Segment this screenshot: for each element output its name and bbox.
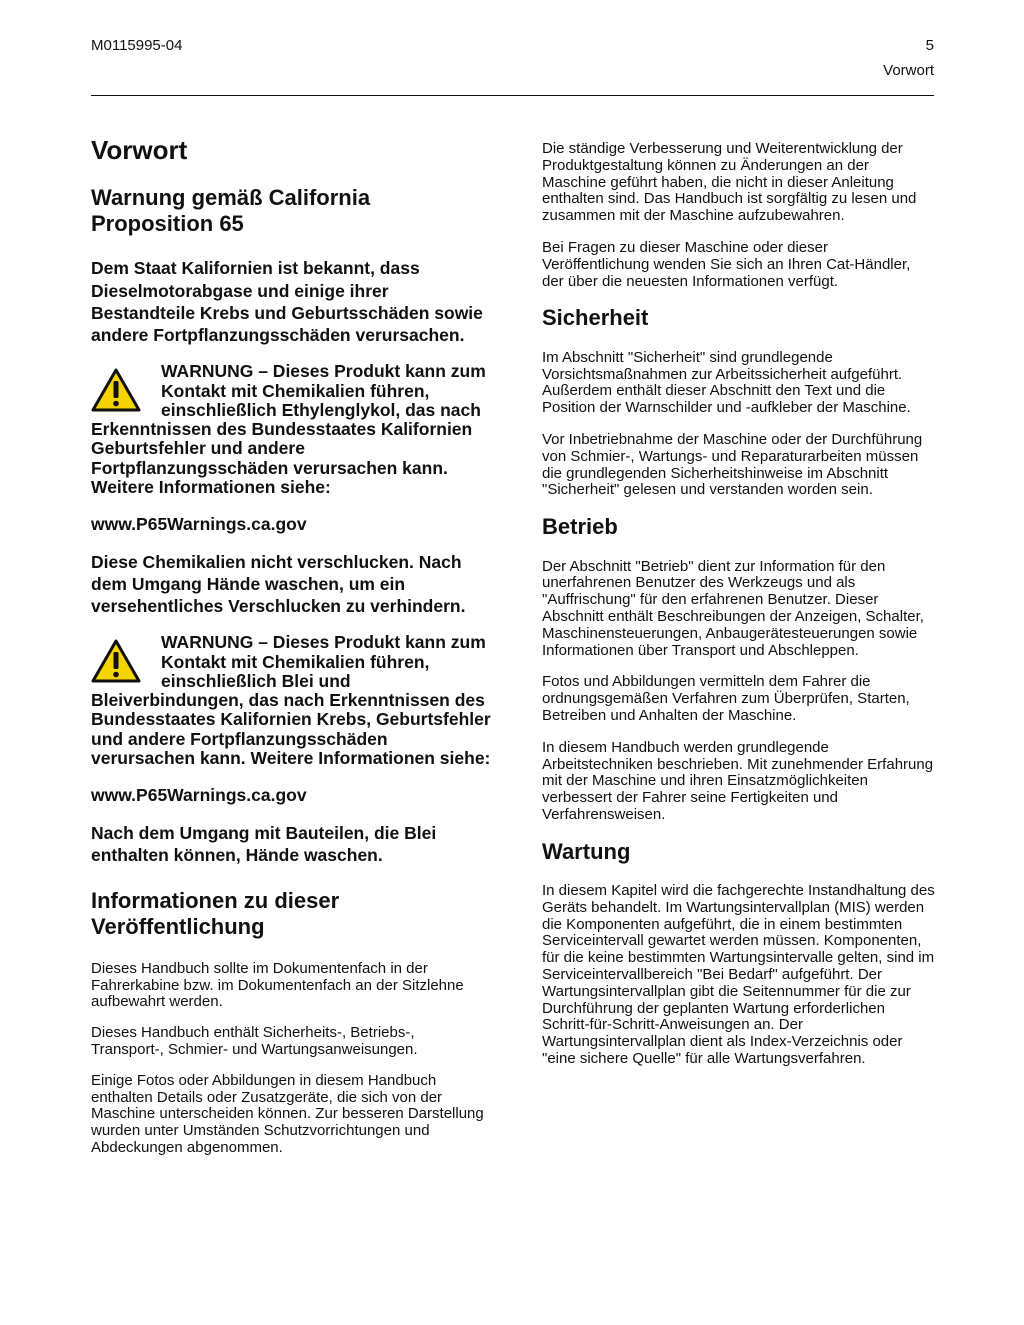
body-paragraph: In diesem Kapitel wird die fachgerechte Instandhaltung des Geräts behandelt. Im Wartungsintervallplan (MIS) werden die Komponenten aufgeführt, die in einem bestimmten Serviceintervall gewartet werden müssen. Komponenten, für die keine bestimmten Wartungsintervalle gelten, sind im Serviceintervallbereich "Bei Bedarf" aufgeführt. Der Wartungsintervallplan gibt die Seitennummer für die zur Durchführung der geplanten Wartung erforderlichen Schritt-für-Schritt-Anweisungen an. Der Wartungsintervallplan dient als Index-Verzeichnis oder "eine sichere Quelle" für alle Wartungsverfahren. xyxy=(542,882,935,1068)
prop65-heading: Warnung gemäß California Proposition 65 xyxy=(91,184,371,236)
prop65-statement: Dem Staat Kalifornien ist bekannt, dass Dieselmotorabgase und einige ihrer Bestandteile Krebs und Geburtsschäden sowie andere Fortpflanzungsschäden verursachen. xyxy=(91,258,483,346)
page-number: 5 xyxy=(925,37,934,54)
left-column xyxy=(91,126,491,1171)
operation-heading: Betrieb xyxy=(542,514,618,540)
running-head: Vorwort xyxy=(883,62,934,79)
warning-triangle-icon xyxy=(91,368,141,412)
document-id: M0115995-04 xyxy=(91,37,183,54)
body-paragraph: Dieses Handbuch sollte im Dokumentenfach in der Fahrerkabine bzw. im Dokumentenfach an der Sitzlehne aufbewahrt werden. xyxy=(91,959,464,1011)
p65-link[interactable]: www.P65Warnings.ca.gov xyxy=(91,785,307,805)
warning-text: WARNUNG – Dieses Produkt kann zum Kontakt mit Chemikalien führen, einschließlich Blei und Bleiverbindungen, das nach Erkenntnissen des Bundesstaates Kalifornien Krebs, Geburtsfehler und andere Fortpflanzungsschäden verursachen kann. Weitere Informationen siehe: xyxy=(91,632,491,768)
header-rule xyxy=(91,95,934,96)
body-paragraph: Der Abschnitt "Betrieb" dient zur Information für den unerfahrenen Benutzer des Werkzeugs und als "Auffrischung" für den erfahrenen Benutzer. Dieser Abschnitt enthält Beschreibungen der Anzeigen, Schalter, Maschinensteuerungen, Anbaugerätesteuerungen sowie Informationen über Transport und Abschleppen. xyxy=(542,557,924,659)
body-paragraph: Die ständige Verbesserung und Weiterentwicklung der Produktgestaltung können zu Änderungen an der Maschine geführt haben, die nicht in dieser Anleitung enthalten sind. Das Handbuch ist sorgfältig zu lesen und zusammen mit der Maschine aufzubewahren. xyxy=(542,140,917,225)
maintenance-heading: Wartung xyxy=(542,838,631,864)
body-paragraph: Im Abschnitt "Sicherheit" sind grundlegende Vorsichtsmaßnahmen zur Arbeitssicherheit aufgeführt. Außerdem enthält dieser Abschnitt den Text und die Position der Warnschilder und -aufkleber der Maschine. xyxy=(542,348,911,417)
warning-advice: Nach dem Umgang mit Bauteilen, die Blei enthalten können, Hände waschen. xyxy=(91,822,437,865)
body-paragraph: In diesem Handbuch werden grundlegende Arbeitstechniken beschrieben. Mit zunehmender Erfahrung mit der Maschine und ihren Einsatzmöglichkeiten verbessert der Fahrer seine Fertigkeiten und Verfahrensweisen. xyxy=(542,738,934,823)
body-paragraph: Bei Fragen zu dieser Maschine oder dieser Veröffentlichung wenden Sie sich an Ihren Cat-Händler, der über die neuesten Informationen verfügt. xyxy=(542,238,911,290)
warning-advice: Diese Chemikalien nicht verschlucken. Nach dem Umgang Hände waschen, um ein versehentliches Verschlucken zu verhindern. xyxy=(91,551,466,617)
warning-block-lead xyxy=(91,633,491,768)
publication-info-heading: Informationen zu dieser Veröffentlichung xyxy=(91,888,340,940)
body-paragraph: Vor Inbetriebnahme der Maschine oder der Durchführung von Schmier-, Wartungs- und Reparaturarbeiten müssen die grundlegenden Sicherheitshinweise im Abschnitt "Sicherheit" gelesen und verstanden worden sein. xyxy=(542,430,923,499)
p65-link[interactable]: www.P65Warnings.ca.gov xyxy=(91,514,307,534)
warning-triangle-icon xyxy=(91,639,141,683)
warning-block-ethylene-glycol xyxy=(91,362,491,497)
warning-text: WARNUNG – Dieses Produkt kann zum Kontakt mit Chemikalien führen, einschließlich Ethylenglykol, das nach Erkenntnissen des Bundesstaates Kalifornien Geburtsfehler und andere Fortpflanzungsschäden verursachen kann. Weitere Informationen siehe: xyxy=(91,361,486,497)
body-paragraph: Dieses Handbuch enthält Sicherheits-, Betriebs-, Transport-, Schmier- und Wartungsanweisungen. xyxy=(91,1024,418,1058)
body-paragraph: Fotos und Abbildungen vermitteln dem Fahrer die ordnungsgemäßen Verfahren zum Überprüfen, Starten, Betreiben und Anhalten der Maschine. xyxy=(542,673,910,724)
safety-heading: Sicherheit xyxy=(542,305,649,331)
right-column xyxy=(542,141,936,1083)
page-title: Vorwort xyxy=(91,135,188,165)
body-paragraph: Einige Fotos oder Abbildungen in diesem Handbuch enthalten Details oder Zusatzgeräte, die sich von der Maschine unterscheiden können. Zur besseren Darstellung wurden unter Umständen Schutzvorrichtungen und Abdeckungen abgenommen. xyxy=(91,1071,484,1156)
